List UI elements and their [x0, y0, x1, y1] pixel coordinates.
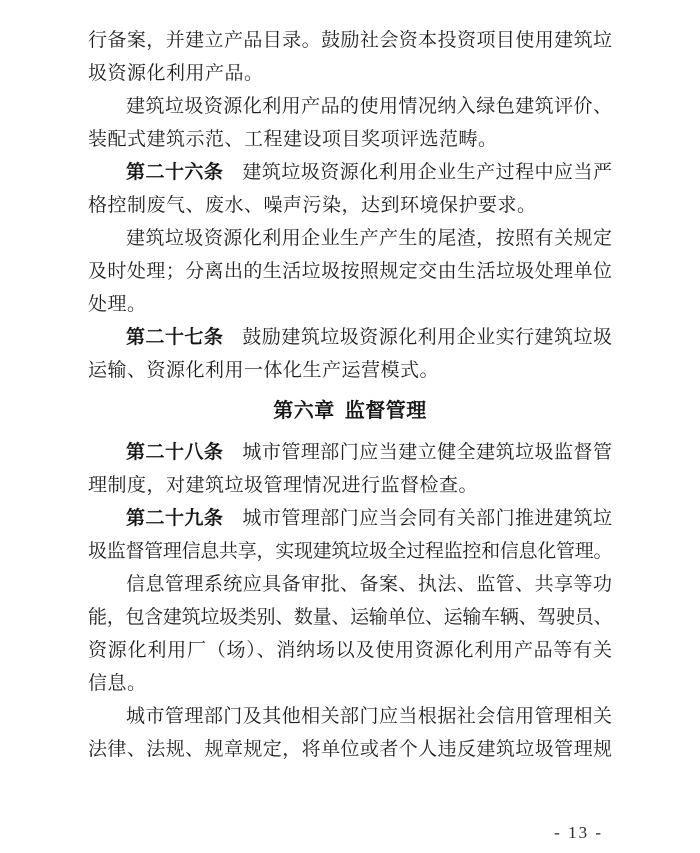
text-line — [88, 601, 612, 634]
text-line — [88, 667, 612, 700]
text-line — [88, 222, 612, 255]
text-line — [88, 354, 612, 387]
article-number: 第二十九条 — [126, 508, 224, 529]
line-text: 圾监督管理信息共享，实现建筑垃圾全过程监控和信息化管理。 — [88, 541, 612, 562]
line-text: 法律、法规、规章规定，将单位或者个人违反建筑垃圾管理规 — [88, 739, 612, 760]
line-text: 建筑垃圾资源化利用企业生产过程中应当严 — [242, 162, 612, 183]
text-line — [88, 700, 612, 733]
text-line — [88, 436, 612, 469]
article-number: 第二十七条 — [126, 327, 224, 348]
chapter-heading: 第六章 监督管理 — [273, 400, 427, 422]
line-text: 格控制废气、废水、噪声污染，达到环境保护要求。 — [88, 195, 537, 216]
text-line — [88, 156, 612, 189]
line-text: 行备案，并建立产品目录。鼓励社会资本投资项目使用建筑垃 — [88, 30, 612, 51]
document-body — [88, 24, 612, 766]
line-text: 装配式建筑示范、工程建设项目奖项评选范畴。 — [88, 129, 498, 150]
text-line — [88, 255, 612, 288]
text-line — [88, 469, 612, 502]
line-text: 建筑垃圾资源化利用产品的使用情况纳入绿色建筑评价、 — [126, 96, 612, 117]
text-line — [88, 90, 612, 123]
line-text: 运输、资源化利用一体化生产运营模式。 — [88, 360, 440, 381]
line-text: 理制度，对建筑垃圾管理情况进行监督检查。 — [88, 475, 479, 496]
line-text: 能，包含建筑垃圾类别、数量、运输单位、运输车辆、驾驶员、 — [88, 607, 612, 628]
text-line — [88, 57, 612, 90]
line-text: 处理。 — [88, 294, 147, 315]
line-text: 资源化利用厂（场）、消纳场以及使用资源化利用产品等有关 — [88, 640, 612, 661]
text-line — [88, 568, 612, 601]
line-text: 信息管理系统应具备审批、备案、执法、监管、共享等功 — [126, 574, 612, 595]
text-line — [88, 535, 612, 568]
text-line — [88, 189, 612, 222]
text-line — [88, 502, 612, 535]
line-text: 鼓励建筑垃圾资源化利用企业实行建筑垃圾 — [242, 327, 612, 348]
article-number: 第二十八条 — [126, 442, 224, 463]
text-line — [88, 634, 612, 667]
line-text: 信息。 — [88, 673, 147, 694]
text-line — [88, 123, 612, 156]
text-line — [88, 24, 612, 57]
line-text: 城市管理部门应当会同有关部门推进建筑垃 — [242, 508, 612, 529]
line-text: 城市管理部门及其他相关部门应当根据社会信用管理相关 — [126, 706, 612, 727]
line-text: 建筑垃圾资源化利用企业生产产生的尾渣，按照有关规定 — [126, 228, 612, 249]
text-line — [88, 321, 612, 354]
line-text: 及时处理；分离出的生活垃圾按照规定交由生活垃圾处理单位 — [88, 261, 612, 282]
article-number: 第二十六条 — [126, 162, 224, 183]
text-line — [88, 288, 612, 321]
page-number: - 13 - — [554, 823, 603, 842]
text-line — [88, 733, 612, 766]
line-text: 城市管理部门应当建立健全建筑垃圾监督管 — [242, 442, 612, 463]
line-text: 圾资源化利用产品。 — [88, 63, 264, 84]
